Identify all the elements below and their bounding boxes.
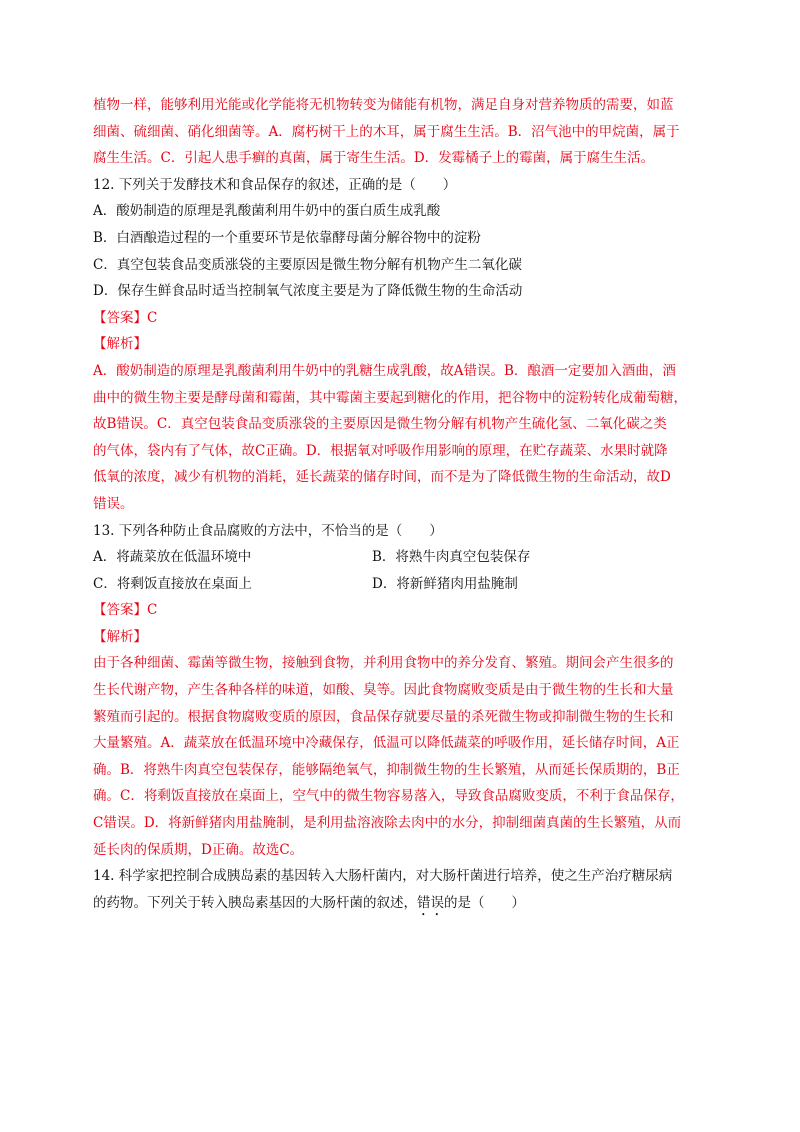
question-13-analysis-line: 大量繁殖。A．蔬菜放在低温环境中冷藏保存，低温可以降低蔬菜的呼吸作用，延长储存时间，A正 bbox=[93, 735, 680, 752]
question-12-option-b: B．白酒酿造过程的一个重要环节是依靠酵母菌分解谷物中的淀粉 bbox=[93, 229, 481, 246]
question-12-answer: 【答案】C bbox=[93, 309, 158, 326]
question-13-analysis-line: 由于各种细菌、霉菌等微生物，接触到食物，并利用食物中的养分发育、繁殖。期间会产生很多的 bbox=[93, 655, 674, 672]
question-12-option-c: C．真空包装食品变质涨袋的主要原因是微生物分解有机物产生二氧化碳 bbox=[93, 256, 522, 273]
question-12-analysis-line: 的气体，袋内有了气体，故C正确。D．根据氧对呼吸作用影响的原理，在贮存蔬菜、水果时就降 bbox=[93, 442, 668, 459]
question-13-analysis-line: 延长肉的保质期，D正确。故选C。 bbox=[93, 841, 304, 858]
question-12-option-d: D．保存生鲜食品时适当控制氧气浓度主要是为了降低微生物的生命活动 bbox=[93, 283, 523, 300]
intro-line: 腐生生活。C．引起人患手癣的真菌，属于寄生生活。D．发霉橘子上的霉菌，属于腐生生活。 bbox=[93, 150, 655, 167]
intro-line: 细菌、硫细菌、硝化细菌等。A．腐朽树干上的木耳，属于腐生生活。B．沼气池中的甲烷菌，属于 bbox=[93, 123, 680, 140]
question-12-option-a: A．酸奶制造的原理是乳酸菌利用牛奶中的蛋白质生成乳酸 bbox=[93, 203, 441, 220]
question-12-analysis-line: 曲中的微生物主要是酵母菌和霉菌，其中霉菌主要起到糖化的作用，把谷物中的淀粉转化成葡萄糖， bbox=[93, 389, 687, 406]
document-page bbox=[93, 92, 713, 916]
question-13-analysis-line: 生长代谢产物，产生各种各样的味道，如酸、臭等。因此食物腐败变质是由于微生物的生长和大量 bbox=[93, 682, 674, 699]
question-13-option-a: A．将蔬菜放在低温环境中 bbox=[93, 549, 252, 566]
question-13-option-b: B．将熟牛肉真空包装保存 bbox=[372, 549, 531, 566]
question-14-stem-line-2 bbox=[93, 890, 713, 917]
question-13-option-c: C．将剩饭直接放在桌面上 bbox=[93, 575, 252, 592]
question-13-stem: 13. 下列各种防止食品腐败的方法中，不恰当的是（ ） bbox=[93, 522, 443, 539]
question-13-analysis-line: 确。C．将剩饭直接放在桌面上，空气中的微生物容易落入，导致食品腐败变质，不利于食品保存， bbox=[93, 788, 684, 805]
question-13-analysis-line: 确。B．将熟牛肉真空包装保存，能够隔绝氧气，抑制微生物的生长繁殖，从而延长保质期的，B正 bbox=[93, 761, 680, 778]
question-14-emphasis-word: 错误 bbox=[417, 894, 444, 911]
question-14-stem-line-1: 14. 科学家把控制合成胰岛素的基因转入大肠杆菌内，对大肠杆菌进行培养，使之生产治疗糖尿病 bbox=[93, 868, 673, 885]
question-13-options-row-2 bbox=[93, 571, 713, 598]
question-12-analysis-line: 低氧的浓度，减少有机物的消耗，延长蔬菜的储存时间，而不是为了降低微生物的生命活动，故D bbox=[93, 469, 671, 486]
question-13-options-row-1 bbox=[93, 544, 713, 571]
question-12-analysis-line: 错误。 bbox=[93, 495, 134, 512]
question-12-analysis-label: 【解析】 bbox=[93, 336, 147, 353]
intro-line: 植物一样，能够利用光能或化学能将无机物转变为储能有机物，满足自身对营养物质的需要，如蓝 bbox=[93, 97, 674, 113]
question-13-analysis-line: C错误。D．将新鲜猪肉用盐腌制，是利用盐溶液除去肉中的水分，抑制细菌真菌的生长繁殖，从而 bbox=[93, 815, 682, 832]
question-13-analysis-line: 繁殖而引起的。根据食物腐败变质的原因，食品保存就要尽量的杀死微生物或抑制微生物的生长和 bbox=[93, 708, 674, 725]
question-13-analysis-label: 【解析】 bbox=[93, 628, 147, 645]
question-14-stem-text: 的药物。下列关于转入胰岛素基因的大肠杆菌的叙述， bbox=[93, 894, 417, 911]
question-13-option-d: D．将新鲜猪肉用盐腌制 bbox=[372, 575, 518, 592]
question-12-analysis-line: 故B错误。C．真空包装食品变质涨袋的主要原因是微生物分解有机物产生硫化氢、二氧化碳之类 bbox=[93, 416, 667, 433]
question-13-answer: 【答案】C bbox=[93, 602, 158, 619]
question-14-stem-tail: 的是（ ） bbox=[444, 894, 525, 911]
question-12-stem: 12. 下列关于发酵技术和食品保存的叙述，正确的是（ ） bbox=[93, 176, 457, 193]
question-12-analysis-line: A．酸奶制造的原理是乳酸菌利用牛奶中的乳糖生成乳酸，故A错误。B．酿酒一定要加入酒曲，酒 bbox=[93, 362, 676, 379]
